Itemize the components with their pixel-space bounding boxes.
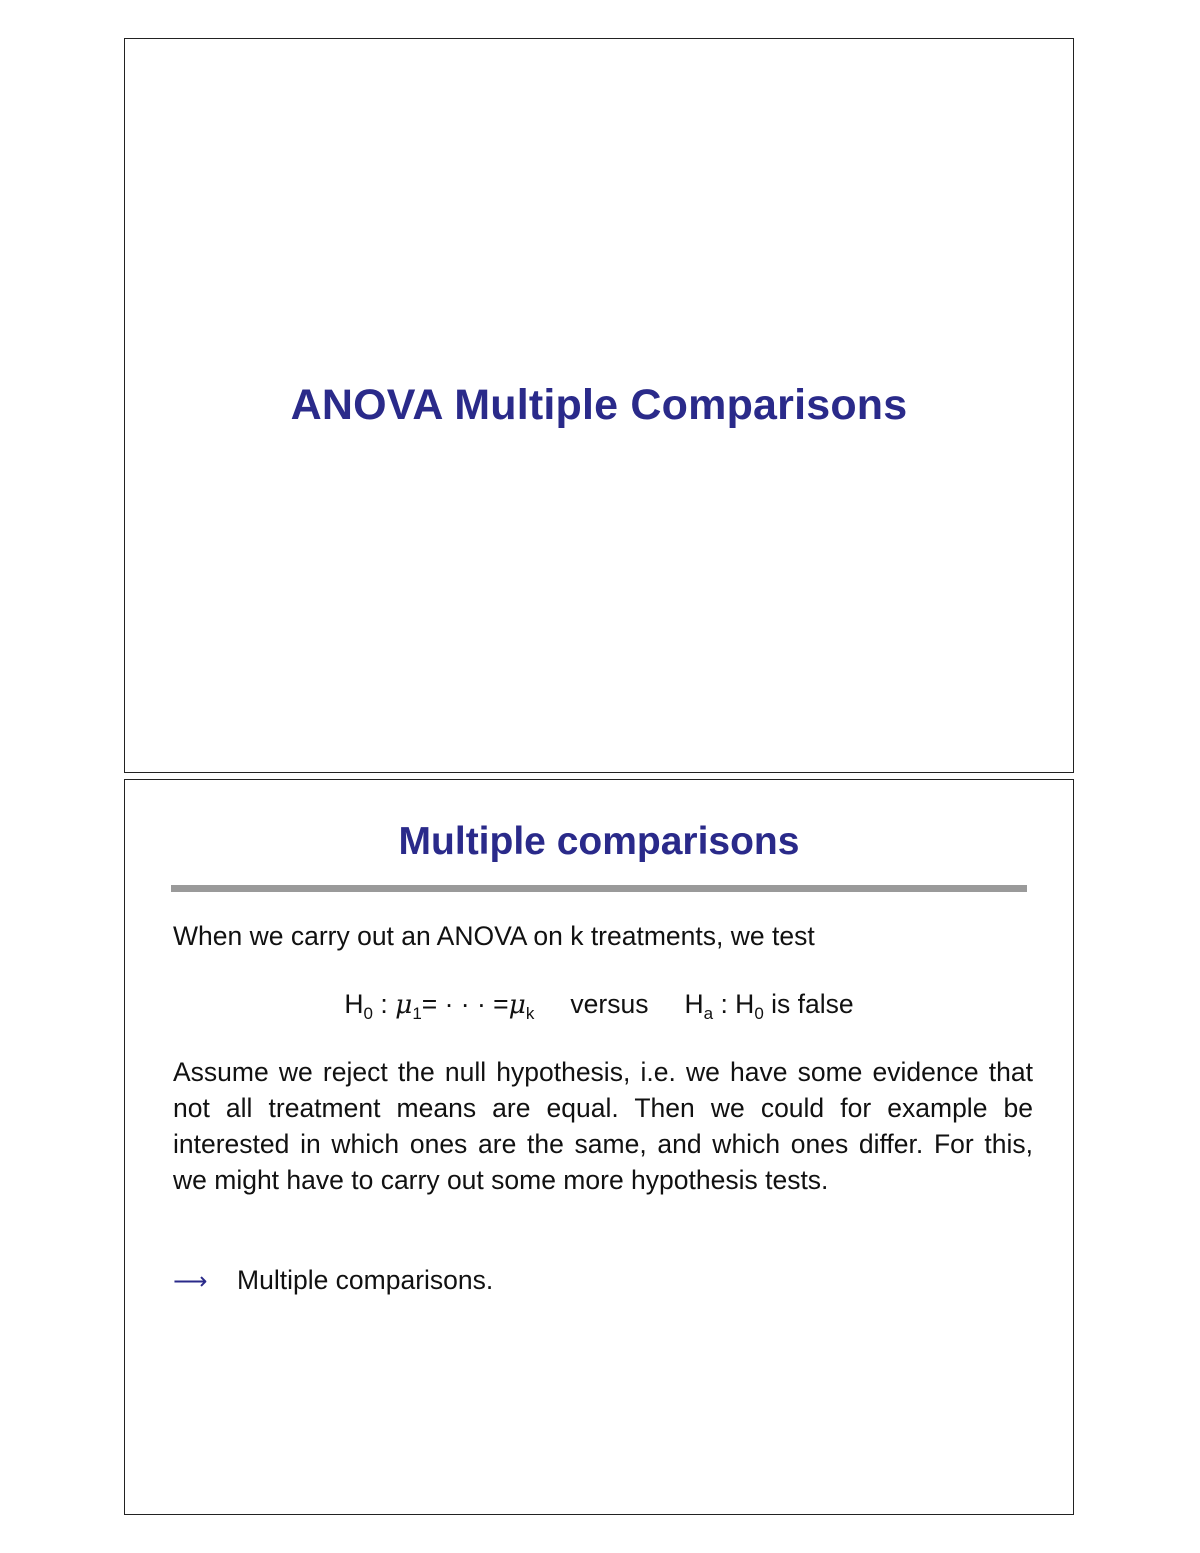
assumption-paragraph: Assume we reject the null hypothesis, i.e. we have some evidence that not all treatment means are equal. Then we could for example be interested in which ones are the same, and which ones differ. For this, we might have to carry out some more hypothesis tests. [173, 1057, 1033, 1195]
versus-text: versus [570, 989, 649, 1019]
slide-title-page [124, 38, 1074, 773]
slide-heading: Multiple comparisons [398, 820, 800, 863]
h0-letter: H [344, 989, 364, 1019]
right-arrow-icon: ⟶ [173, 1267, 208, 1295]
colon: : [713, 989, 736, 1019]
intro-text: When we carry out an ANOVA on k treatments, we test [173, 921, 815, 951]
title-divider [171, 885, 1027, 892]
conclusion-text: Multiple comparisons. [237, 1265, 494, 1295]
h0-subscript: 0 [363, 1004, 373, 1023]
h0-subscript: 0 [754, 1004, 764, 1023]
h0-symbol [344, 989, 373, 1023]
ha-subscript: a [703, 1004, 714, 1023]
mu-subscript: k [525, 1004, 535, 1023]
mu-symbol: μ [508, 989, 526, 1020]
ha-letter: H [684, 989, 704, 1019]
colon: : [372, 989, 396, 1019]
h0-letter: H [735, 989, 755, 1019]
conclusion-line [173, 1262, 493, 1299]
mu-subscript: 1 [412, 1004, 422, 1023]
page-title: ANOVA Multiple Comparisons [290, 381, 908, 429]
is-false-text: is false [763, 989, 854, 1019]
hypothesis-formula [125, 986, 1073, 1023]
equals-dots: = · · · = [421, 989, 509, 1019]
slide-multiple-comparisons [124, 779, 1074, 1515]
mu-symbol: μ [395, 989, 413, 1020]
